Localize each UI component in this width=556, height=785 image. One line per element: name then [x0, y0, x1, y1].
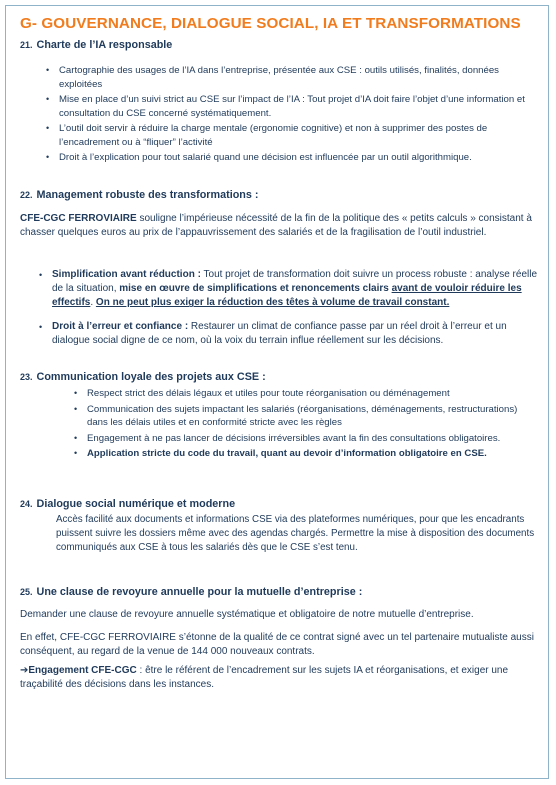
section-22-list: [39, 268, 540, 348]
section-title: Communication loyale des projets aux CSE :: [36, 371, 266, 383]
page-frame: [5, 5, 549, 779]
section-21-list: [46, 64, 538, 165]
section-number: 25.: [20, 587, 33, 597]
section-22: [20, 189, 548, 201]
list-item: • Respect strict des délais légaux et utiles pour toute réorganisation ou déménagement: [74, 388, 450, 399]
list-item: • Cartographie des usages de l’IA dans l’entreprise, présentée aux CSE : outils utilisés, finalités, données exploitées: [46, 65, 499, 90]
list-item: • Mise en place d’un suivi strict au CSE sur l’impact de l’IA : Tout projet d’IA doit faire l’objet d’une information et consultation du CSE concerné systématiquement.: [46, 94, 525, 119]
bullet-icon: •: [74, 403, 78, 414]
section-number: 21.: [20, 40, 33, 50]
section-25-p2: En effet, CFE-CGC FERROVIAIRE s’étonne de la qualité de ce contrat signé avec un tel partenaire mutualiste aussi conséquent, au regard de la venue de 144 000 nouveaux contrats.: [20, 632, 534, 658]
page-title: G- GOUVERNANCE, DIALOGUE SOCIAL, IA ET TRANSFORMATIONS: [20, 15, 521, 32]
list-item: • Simplification avant réduction : Tout projet de transformation doit suivre un process robuste : analyse réelle de la situation, mise en œuvre de simplifications et renoncements clairs avant de vouloir réduire les effectifs. On ne peut plus exiger la réduction des têtes à volume de travail constant.: [39, 269, 538, 309]
section-23: [20, 371, 548, 383]
arrow-right-icon: ➔: [20, 665, 29, 676]
section-title: Une clause de revoyure annuelle pour la mutuelle d’entreprise :: [36, 586, 363, 598]
bullet-icon: •: [39, 321, 43, 332]
bullet-icon: •: [46, 65, 50, 75]
section-22-intro: CFE-CGC FERROVIAIRE souligne l’impérieuse nécessité de la fin de la politique des « petits calculs » consistant à chasser quelques euros au prix de l’appauvrissement des salariés et de la fragilisation de l’outil industriel.: [20, 213, 532, 239]
section-title: Management robuste des transformations :: [36, 189, 259, 201]
section-24-heading: [20, 498, 548, 510]
section-25-p1: Demander une clause de revoyure annuelle systématique et obligatoire de notre mutuelle d’entreprise.: [20, 609, 474, 620]
list-item: • Application stricte du code du travail, quant au devoir d’information obligatoire en CSE.: [74, 448, 487, 459]
section-number: 22.: [20, 190, 33, 200]
bullet-icon: •: [74, 388, 78, 398]
section-25: [20, 586, 548, 598]
section-number: 23.: [20, 372, 33, 382]
section-25-engagement: ➔Engagement CFE-CGC : être le référent de l’encadrement sur les sujets IA et réorganisations, et exiger une traçabilité des décisions dans les instances.: [20, 665, 509, 691]
bullet-icon: •: [46, 123, 50, 133]
list-item: • Droit à l’erreur et confiance : Restaurer un climat de confiance passe par un réel droit à l’erreur et un dialogue social digne de ce nom, où la voix du terrain influe réellement sur les décisions.: [39, 320, 507, 346]
list-item: • L’outil doit servir à réduire la charge mentale (ergonomie cognitive) et non à supprimer des postes de l’encadrement ou à “fliquer” l’activité: [46, 123, 488, 148]
section-number: 24.: [20, 499, 33, 509]
section-24: [20, 498, 548, 510]
bullet-icon: •: [46, 94, 50, 104]
org-name: CFE-CGC FERROVIAIRE: [20, 213, 137, 224]
bullet-icon: •: [39, 270, 43, 280]
section-23-list: [74, 387, 536, 461]
list-item: • Communication des sujets impactant les salariés (réorganisations, déménagements, restructurations) dans les délais utiles et en conformité stricte avec les règles: [74, 403, 518, 428]
bullet-icon: •: [74, 448, 78, 458]
bullet-icon: •: [46, 152, 50, 162]
list-item: • Engagement à ne pas lancer de décisions irréversibles avant la fin des consultations obligatoires.: [74, 432, 501, 444]
section-23-heading: [20, 371, 548, 383]
section-22-heading: [20, 189, 548, 201]
section-21: [20, 39, 548, 51]
section-title: Charte de l’IA responsable: [36, 39, 173, 51]
bullet-icon: •: [74, 432, 78, 443]
section-24-text: Accès facilité aux documents et informations CSE via des plateformes numériques, pour que les encadrants puissent suivre les dossiers même avec des agendas chargés. Permettre la mise à disposition des documents communiqués aux CSE à tous les salariés dès que le CSE s’est tenu.: [56, 514, 535, 554]
list-item: • Droit à l’explication pour tout salarié quand une décision est influencée par un outil algorithmique.: [46, 152, 472, 163]
section-title: Dialogue social numérique et moderne: [36, 498, 236, 510]
section-21-heading: [20, 39, 548, 51]
section-25-heading: [20, 586, 548, 598]
